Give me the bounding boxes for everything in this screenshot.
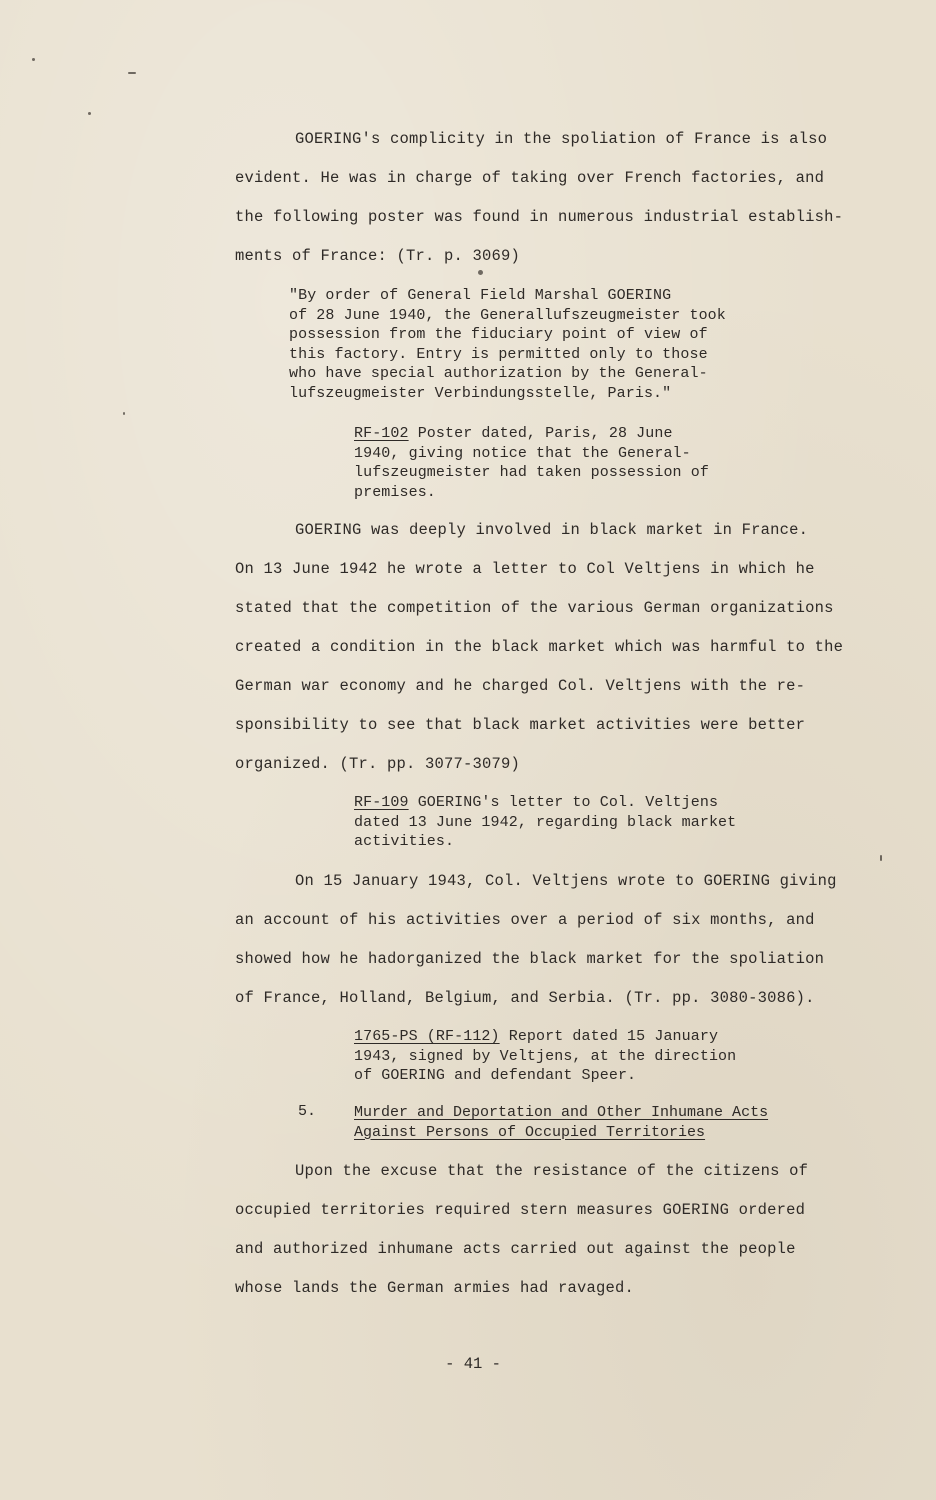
text-line: On 15 January 1943, Col. Veltjens wrote to GOERING giving [295,872,837,890]
text-line: On 13 June 1942 he wrote a letter to Col Veltjens in which he [235,560,815,578]
scan-speck [123,412,125,415]
paragraph-inhumane-acts [235,1152,855,1308]
text-line: GOERING's complicity in the spoliation of France is also [295,130,828,148]
text-line: organized. (Tr. pp. 3077-3079) [235,755,521,773]
quote-line: "By order of General Field Marshal GOERING [289,287,672,304]
citation-1765-ps [354,1027,784,1086]
text-line: of France, Holland, Belgium, and Serbia. (Tr. pp. 3080-3086). [235,989,815,1007]
text-line: an account of his activities over a period of six months, and [235,911,815,929]
citation-text: of GOERING and defendant Speer. [354,1067,637,1084]
paragraph-spoliation [235,120,855,276]
text-line: created a condition in the black market which was harmful to the [235,638,844,656]
citation-text: Report dated 15 January [499,1028,719,1045]
text-line: sponsibility to see that black market activities were better [235,716,806,734]
scan-speck [88,112,91,115]
citation-reference: 1765-PS (RF-112) [354,1028,500,1045]
citation-reference: RF-109 [354,794,409,811]
section-title-line: Against Persons of Occupied Territories [354,1123,706,1141]
text-line: stated that the competition of the various German organizations [235,599,834,617]
page-number: - 41 - [445,1355,501,1373]
citation-first-line [354,424,784,444]
quote-line: possession from the fiduciary point of view of [289,326,708,343]
quote-line: lufszeugmeister Verbindungsstelle, Paris." [289,384,672,402]
text-line: GOERING was deeply involved in black market in France. [295,521,809,539]
text-line: the following poster was found in numerous industrial establish- [235,208,844,226]
quote-line: who have special authorization by the General- [289,365,708,382]
citation-text: premises. [354,483,436,501]
text-line: showed how he hadorganized the black market for the spoliation [235,950,825,968]
citation-text: 1940, giving notice that the General- [354,444,691,462]
citation-text: dated 13 June 1942, regarding black market [354,813,737,831]
citation-text: 1943, signed by Veltjens, at the direction [354,1047,737,1065]
citation-first-line [354,793,784,813]
quote-line: this factory. Entry is permitted only to those [289,345,708,363]
citation-text: Poster dated, Paris, 28 June [408,425,673,442]
paragraph-veltjens-report [235,862,855,1018]
quote-line: of 28 June 1940, the Generallufszeugmeister took [289,306,726,324]
text-line: German war economy and he charged Col. Veltjens with the re- [235,677,806,695]
section-title-line: Murder and Deportation and Other Inhumane Acts [354,1104,769,1121]
citation-text: GOERING's letter to Col. Veltjens [408,794,719,811]
text-line: ments of France: (Tr. p. 3069) [235,247,521,265]
citation-text: activities. [354,833,455,850]
text-line: Upon the excuse that the resistance of the citizens of [295,1162,809,1180]
text-line: and authorized inhumane acts carried out against the people [235,1240,796,1258]
citation-rf-102 [354,424,784,502]
citation-first-line [354,1027,784,1047]
poster-quote [289,286,789,403]
citation-reference: RF-102 [354,425,409,442]
section-title [354,1103,768,1142]
scan-speck [32,58,35,61]
text-line: occupied territories required stern measures GOERING ordered [235,1201,806,1219]
scan-speck [880,855,882,861]
citation-rf-109 [354,793,784,852]
text-line: whose lands the German armies had ravaged. [235,1279,635,1297]
text-line: evident. He was in charge of taking over French factories, and [235,169,825,187]
paragraph-black-market [235,511,855,784]
scan-speck [128,72,136,74]
section-number: 5. [298,1103,317,1120]
citation-text: lufszeugmeister had taken possession of [354,464,709,481]
